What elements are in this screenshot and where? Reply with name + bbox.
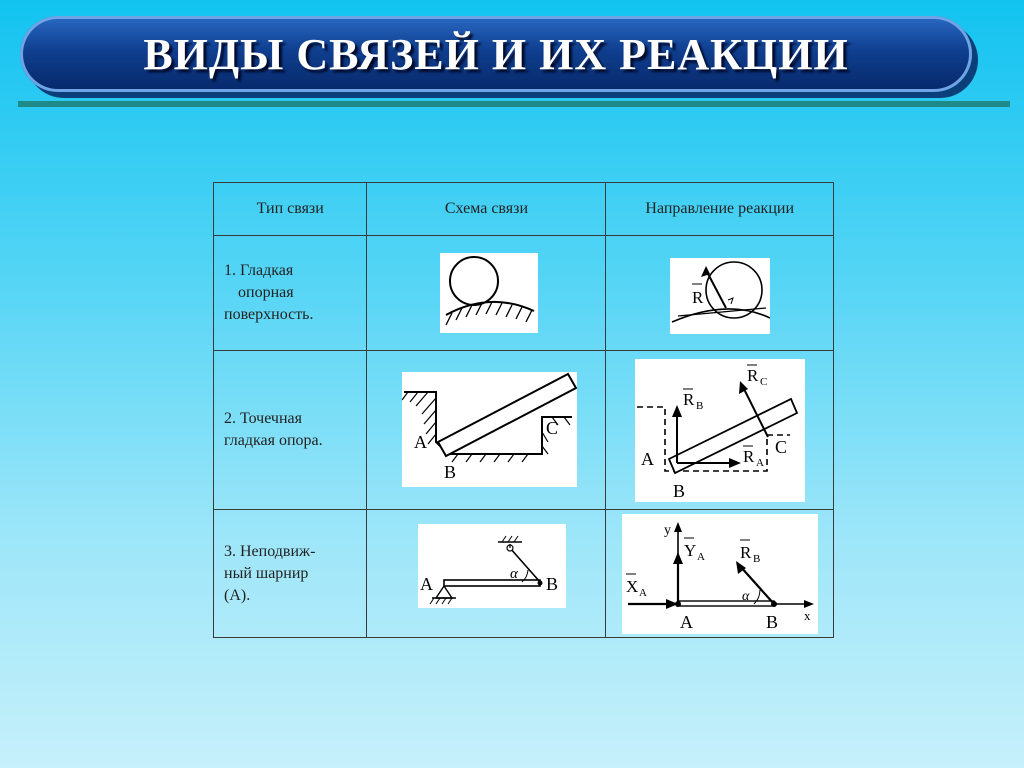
header-reaction: Направление реакции (606, 183, 834, 236)
fixed-hinge-scheme (418, 524, 566, 608)
title-banner (20, 16, 972, 92)
row2-reaction-cell (606, 351, 834, 510)
row3-type-line: 3. Неподвиж- (224, 542, 316, 560)
reaction-sub-ya: A (697, 551, 706, 563)
reaction-sub-a: A (756, 457, 765, 469)
point-label-a: A (680, 612, 694, 632)
reaction-point-b: B (673, 481, 686, 501)
row2-scheme-cell (367, 351, 606, 510)
scheme-label-alpha: α (510, 566, 519, 582)
header-scheme: Схема связи (367, 183, 606, 236)
table-row (214, 351, 834, 510)
scheme-label-a: A (420, 574, 434, 594)
row1-type-line: 1. Гладкая (224, 262, 294, 279)
row2-type-line: гладкая опора. (224, 432, 323, 449)
scheme-label-a: A (414, 432, 428, 452)
row3-reaction-figure (622, 514, 818, 634)
row1-reaction-figure (670, 258, 770, 334)
point-support-reaction (635, 359, 805, 502)
scheme-label-b: B (546, 574, 559, 594)
reaction-sub-b: B (696, 400, 704, 412)
table-row (214, 236, 834, 351)
axis-label-y: y (664, 523, 672, 538)
point-label-b: B (766, 612, 779, 632)
reaction-label-rb: R (683, 390, 695, 409)
table-row (214, 510, 834, 638)
reaction-label-ra: R (743, 447, 755, 466)
row3-type-line: ный шарнир (224, 564, 309, 582)
angle-label-alpha: α (742, 589, 750, 604)
reaction-label-r: R (692, 288, 704, 307)
row1-type-line: опорная (238, 284, 294, 301)
reaction-point-c: C (775, 437, 788, 457)
row3-type-text (214, 541, 366, 607)
row2-type-text (214, 408, 366, 452)
reaction-label-rb: R (740, 543, 752, 562)
reaction-sub-c: C (760, 376, 768, 388)
reaction-point-a: A (641, 449, 655, 469)
row2-scheme-figure (402, 372, 577, 487)
point-support-scheme (402, 372, 577, 487)
ball-circle (450, 257, 498, 305)
reaction-label-ya: Y (684, 541, 697, 560)
rod-rectangle (438, 374, 576, 456)
row1-reaction-cell (606, 236, 834, 351)
scheme-label-b: B (444, 462, 457, 482)
row3-scheme-figure (418, 524, 566, 608)
smooth-surface-reaction (670, 258, 770, 334)
constraints-table (213, 182, 834, 638)
title-underline (18, 101, 1010, 107)
reaction-sub-rb: B (753, 553, 761, 565)
row1-type-line: поверхность. (224, 306, 314, 323)
row3-reaction-cell (606, 510, 834, 638)
fixed-hinge-reaction (622, 514, 818, 634)
row3-type-cell (214, 510, 367, 638)
row3-scheme-cell (367, 510, 606, 638)
row1-scheme-cell (367, 236, 606, 351)
row2-type-line: 2. Точечная (224, 410, 302, 427)
row3-type-line: (A). (224, 586, 251, 604)
row2-type-cell (214, 351, 367, 510)
reaction-sub-xa: A (639, 587, 648, 599)
row1-scheme-figure (440, 253, 538, 333)
reaction-label-xa: X (626, 577, 639, 596)
reaction-label-rc: R (747, 366, 759, 385)
row1-type-text (214, 260, 366, 326)
row1-type-cell (214, 236, 367, 351)
table-header-row (214, 183, 834, 236)
scheme-label-c: C (546, 418, 559, 438)
smooth-surface-scheme (440, 253, 538, 333)
header-type: Тип связи (214, 183, 367, 236)
slide-title: ВИДЫ СВЯЗЕЙ И ИХ РЕАКЦИИ (143, 29, 849, 79)
axis-label-x: x (804, 608, 811, 623)
row2-reaction-figure (635, 359, 805, 502)
